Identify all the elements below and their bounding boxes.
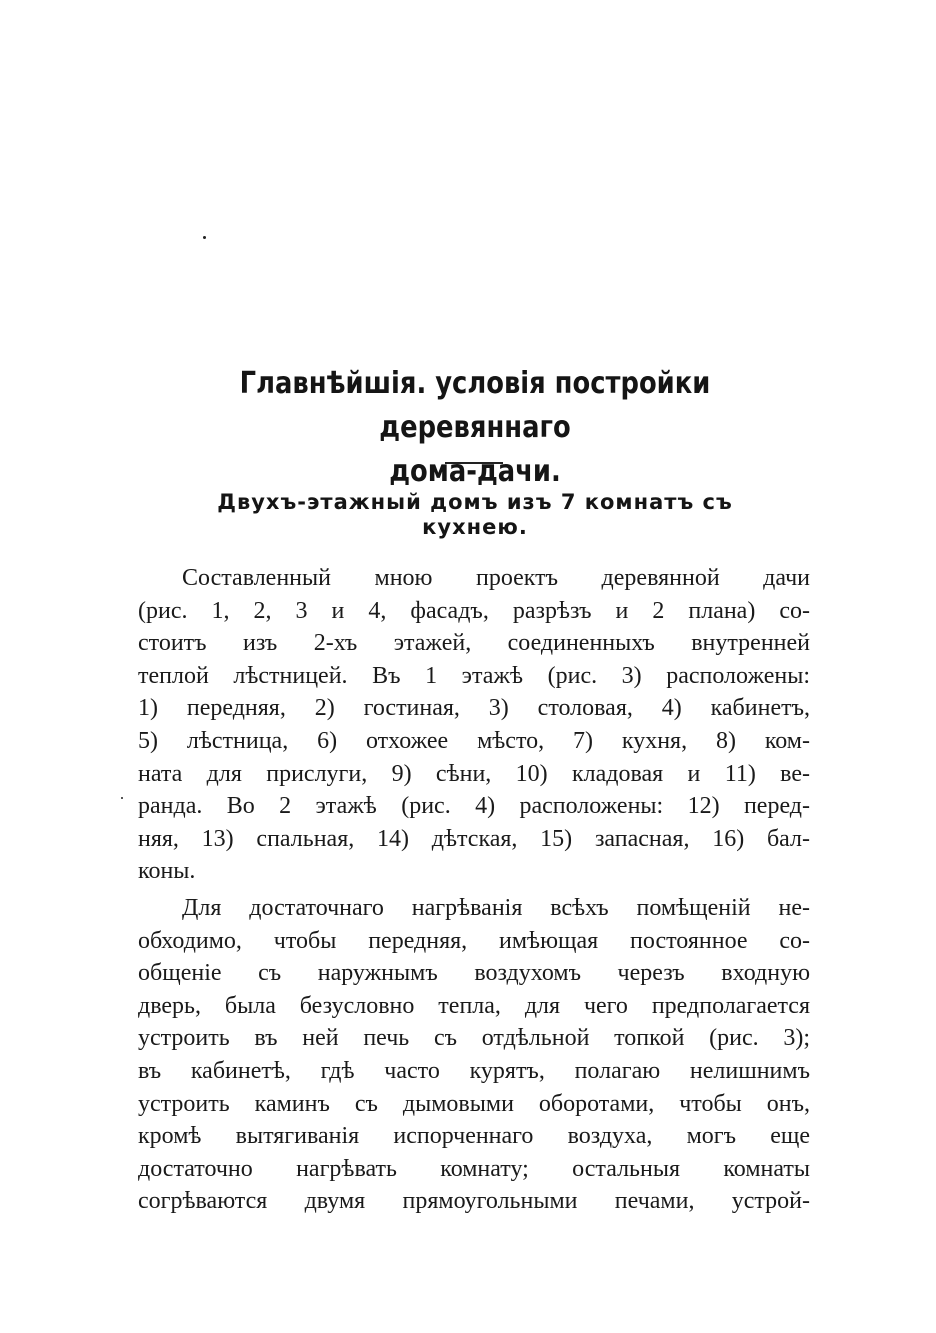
text-line: дверь, была безусловно тепла, для чего предполагается [138, 992, 810, 1019]
subtitle-line: Двухъ-этажный домъ изъ 7 комнатъ съ [217, 490, 733, 514]
page-title [187, 362, 763, 494]
text-line: въ кабинетѣ, гдѣ часто курятъ, полагаю нелишнимъ [138, 1057, 810, 1084]
text-line: теплой лѣстницей. Въ 1 этажѣ (рис. 3) расположены: [138, 662, 810, 689]
text-line: согрѣваются двумя прямоугольными печами, устрой- [138, 1188, 810, 1215]
text-line: общеніе съ наружнымъ воздухомъ черезъ входную [138, 960, 810, 987]
text-line: коны. [138, 858, 196, 885]
text-line: ранда. Во 2 этажѣ (рис. 4) расположены: 12) перед- [138, 793, 810, 820]
text-line: обходимо, чтобы передняя, имѣющая постоянное со- [138, 927, 810, 954]
text-line: достаточно нагрѣвать комнату; остальныя комнаты [138, 1155, 810, 1182]
text-line: устроить каминъ съ дымовыми оборотами, чтобы онъ, [138, 1090, 810, 1117]
text-line: 1) передняя, 2) гостиная, 3) столовая, 4) кабинетъ, [138, 695, 810, 722]
text-line: ната для прислуги, 9) сѣни, 10) кладовая и 11) ве- [138, 760, 810, 787]
title-line: дома-дачи. [389, 454, 561, 489]
title-line: Главнѣйшія. условія постройки деревяннаго [239, 366, 711, 445]
text-line: кромѣ вытягиванія испорченнаго воздуха, могъ еще [138, 1123, 810, 1150]
text-line: устроить въ ней печь съ отдѣльной топкой (рис. 3); [138, 1025, 810, 1052]
text-line: стоитъ изъ 2-хъ этажей, соединенныхъ внутренней [138, 630, 810, 657]
text-line: 5) лѣстница, 6) отхожее мѣсто, 7) кухня, 8) ком- [138, 727, 810, 754]
text-line: Составленный мною проектъ деревянной дачи [182, 565, 810, 591]
paragraph-2 [138, 892, 810, 1218]
subtitle-line: кухнею. [422, 515, 528, 539]
text-line: няя, 13) спальная, 14) дѣтская, 15) запасная, 16) бал- [138, 825, 810, 852]
body-text [138, 562, 810, 1218]
ink-speck [203, 236, 206, 239]
text-line: Для достаточнаго нагрѣванія всѣхъ помѣщеній не- [182, 894, 810, 921]
ink-speck [121, 797, 123, 799]
title-divider [445, 462, 503, 464]
text-line: (рис. 1, 2, 3 и 4, фасадъ, разрѣзъ и 2 плана) со- [138, 597, 810, 624]
paragraph-1 [138, 562, 810, 888]
section-subtitle [130, 490, 820, 540]
